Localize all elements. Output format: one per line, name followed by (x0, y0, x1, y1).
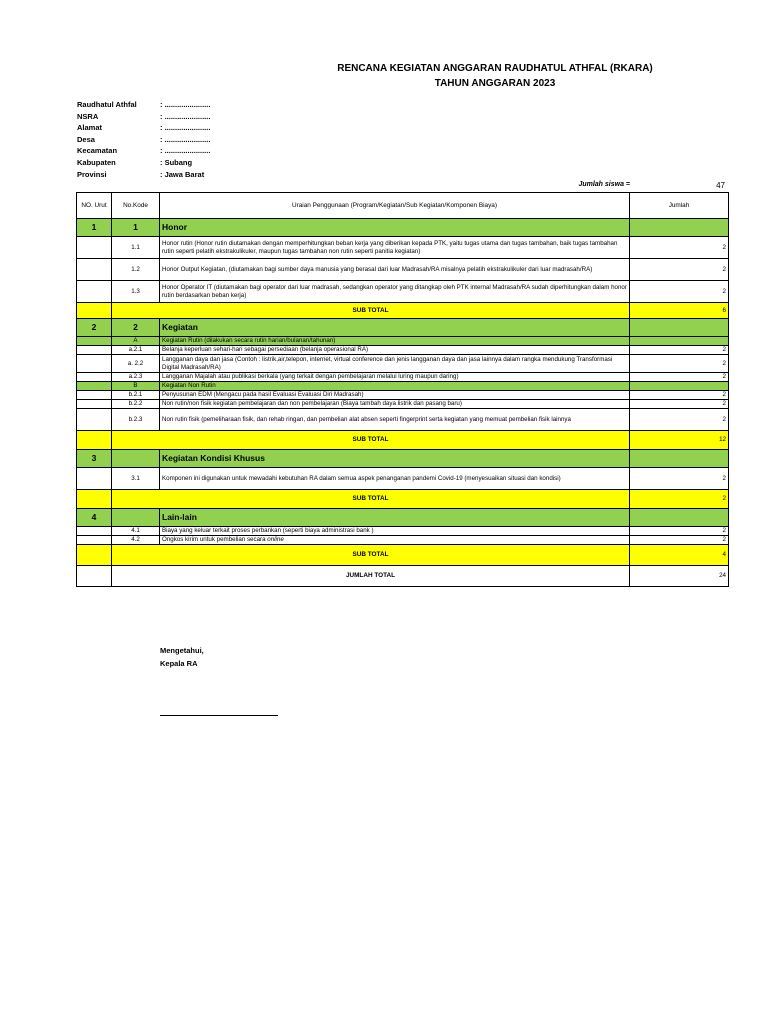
item-amount: 2 (630, 373, 729, 382)
info-value: : ...................... (160, 111, 211, 121)
item-amount: 2 (630, 468, 729, 490)
item-code: 1.2 (112, 259, 160, 281)
info-row-kabupaten (77, 157, 210, 169)
group-code: B (112, 382, 160, 391)
item-desc: Langganan Majalah atau publikasi berkala (yang terkait dengan pembelajaran melalui luring maupun daring) (160, 373, 630, 382)
table-row (77, 355, 729, 373)
info-value: : ...................... (160, 134, 211, 144)
item-amount: 2 (630, 355, 729, 373)
info-row-provinsi (77, 169, 210, 181)
subtotal-label: SUB TOTAL (112, 545, 630, 566)
item-desc-text: Ongkos kirim untuk pembelian secara (162, 536, 268, 544)
section-number: 4 (77, 509, 112, 527)
group-row-b (77, 382, 729, 391)
section-row-kondisi-khusus (77, 450, 729, 468)
item-desc: Langganan daya dan jasa (Contoh : listrik,air,telepon, internet, virtual conference dan jenis langganan daya dan jasa lainnya dalam rangka mendukung Transformasi Digital Madrasah/RA) (160, 355, 630, 373)
table-row (77, 409, 729, 431)
subtotal-label: SUB TOTAL (112, 303, 630, 319)
section-name: Lain-lain (160, 509, 630, 527)
total-row (77, 566, 729, 587)
signature-line (160, 715, 278, 716)
item-amount: 2 (630, 391, 729, 400)
info-row-alamat (77, 122, 210, 134)
group-label: Kegiatan Rutin (dilakukan secara rutin harian/bulanan/tahunan) (160, 337, 630, 346)
table-header-row (77, 193, 729, 219)
section-row-lain-lain (77, 509, 729, 527)
section-row-honor (77, 219, 729, 237)
section-number: 2 (77, 319, 112, 337)
subtotal-amount: 12 (630, 431, 729, 450)
item-desc-emphasis: online (267, 536, 284, 544)
table-row (77, 400, 729, 409)
signature-line1: Mengetahui, (160, 646, 204, 655)
subtotal-row (77, 545, 729, 566)
jumlah-siswa-value: 47 (716, 181, 725, 190)
item-desc: Biaya yang keluar terkait proses perbankan (seperti biaya administrasi bank ) (160, 527, 630, 536)
section-name: Kegiatan Kondisi Khusus (160, 450, 630, 468)
section-code: 2 (112, 319, 160, 337)
table-row (77, 237, 729, 259)
signature-line2: Kepala RA (160, 659, 198, 668)
table-row (77, 527, 729, 536)
subtotal-label: SUB TOTAL (112, 431, 630, 450)
item-amount: 2 (630, 237, 729, 259)
item-desc: Non rutin fisik (pemeliharaan fisik, dan rehab ringan, dan pembelian alat absen seperti fingerprint serta kegiatan yang memuat pembelian fisik lainnya (160, 409, 630, 431)
school-info (77, 99, 210, 180)
info-label: Desa (77, 134, 95, 144)
item-code: 1.3 (112, 281, 160, 303)
section-number: 1 (77, 219, 112, 237)
info-label: Provinsi (77, 169, 107, 179)
total-label: JUMLAH TOTAL (112, 566, 630, 587)
info-value: : Subang (160, 157, 193, 167)
item-desc: Penyusunan EDM (Mengacu pada hasil Evaluasi Evaluasi Diri Madrasah) (160, 391, 630, 400)
header-jumlah: Jumlah (630, 193, 729, 219)
info-value: : ...................... (160, 146, 211, 156)
info-label: Raudhatul Athfal (77, 100, 137, 109)
section-name: Honor (160, 219, 630, 237)
subtotal-amount: 6 (630, 303, 729, 319)
item-code: 4.1 (112, 527, 160, 536)
header-uraian: Uraian Penggunaan (Program/Kegiatan/Sub Kegiatan/Komponen Biaya) (160, 193, 630, 219)
info-value: : ...................... (160, 123, 211, 133)
item-amount: 2 (630, 536, 729, 545)
subtotal-row (77, 490, 729, 509)
section-row-kegiatan (77, 319, 729, 337)
document-title: RENCANA KEGIATAN ANGGARAN RAUDHATUL ATHFAL (RKARA) (337, 63, 653, 74)
item-desc: Honor Operator IT (diutamakan bagi operator dari luar madrasah, sedangkan operator yang ditangkap oleh PTK internal Madrasah/RA sudah diperhitungkan dalam honor rutin berdasarkan beban kerja) (160, 281, 630, 303)
item-code: b.2.3 (112, 409, 160, 431)
table-row (77, 536, 729, 545)
section-code: 1 (112, 219, 160, 237)
info-row-ra (77, 99, 210, 111)
item-code: a.2.1 (112, 346, 160, 355)
table-row (77, 468, 729, 490)
section-amount (630, 219, 729, 237)
subtotal-row (77, 431, 729, 450)
subtotal-amount: 4 (630, 545, 729, 566)
group-code: A (112, 337, 160, 346)
document-subtitle: TAHUN ANGGARAN 2023 (434, 78, 556, 89)
budget-table (76, 192, 729, 587)
subtotal-amount: 2 (630, 490, 729, 509)
info-row-desa (77, 134, 210, 146)
item-desc (160, 536, 630, 545)
section-number: 3 (77, 450, 112, 468)
group-row-a (77, 337, 729, 346)
table-row (77, 259, 729, 281)
info-label: Kecamatan (77, 146, 118, 156)
item-amount: 2 (630, 281, 729, 303)
info-row-kecamatan (77, 145, 210, 157)
item-code: 3.1 (112, 468, 160, 490)
info-value: : ...................... (160, 100, 211, 109)
section-name: Kegiatan (160, 319, 630, 337)
item-code: b.2.1 (112, 391, 160, 400)
item-amount: 2 (630, 400, 729, 409)
info-value: : Jawa Barat (160, 169, 205, 179)
item-code: 1.1 (112, 237, 160, 259)
header-no-kode: No.Kode (112, 193, 160, 219)
table-row (77, 346, 729, 355)
item-desc: Honor rutin (Honor rutin diutamakan dengan memperhitungkan beban kerja yang diberikan kepada PTK, yaitu tugas utama dan tugas tambahan, baik tugas tambahan rutin seperti pelatih ekstrakulikuler, maupun tugas tambahan non rutin seperti panitia kegiatan) (160, 237, 630, 259)
item-amount: 2 (630, 259, 729, 281)
item-desc: Honor Output Kegiatan, (diutamakan bagi sumber daya manusia yang berasal dari luar Madrasah/RA misalnya pelatih ekstrakulikuler dari luar madrasah/RA) (160, 259, 630, 281)
item-amount: 2 (630, 346, 729, 355)
item-desc: Belanja keperluan sehari-hari sebagai persediaan (belanja operasional RA) (160, 346, 630, 355)
item-code: 4.2 (112, 536, 160, 545)
item-code: a. 2.2 (112, 355, 160, 373)
item-code: b.2.2 (112, 400, 160, 409)
subtotal-row (77, 303, 729, 319)
group-label: Kegiatan Non Rutin (160, 382, 630, 391)
subtotal-label: SUB TOTAL (112, 490, 630, 509)
table-row (77, 391, 729, 400)
jumlah-siswa-label: Jumlah siswa = (578, 181, 630, 188)
info-row-nsra (77, 111, 210, 123)
item-desc: Komponen ini digunakan untuk mewadahi kebutuhan RA dalam semua aspek penanganan pandemi Covid-19 (menyesuaikan situasi dan kondisi) (160, 468, 630, 490)
item-desc: Non rutin/non fisik kegiatan pembelajaran dan non pembelajaran (Biaya tambah daya listrik dan pasang baru) (160, 400, 630, 409)
section-amount (630, 319, 729, 337)
item-code: a.2.3 (112, 373, 160, 382)
total-amount: 24 (630, 566, 729, 587)
item-amount: 2 (630, 409, 729, 431)
info-label: Alamat (77, 123, 103, 133)
info-label: Kabupaten (77, 157, 116, 167)
item-amount: 2 (630, 527, 729, 536)
header-no-urut: NO. Urut (77, 193, 112, 219)
table-row (77, 373, 729, 382)
table-row (77, 281, 729, 303)
info-label: NSRA (77, 111, 99, 121)
